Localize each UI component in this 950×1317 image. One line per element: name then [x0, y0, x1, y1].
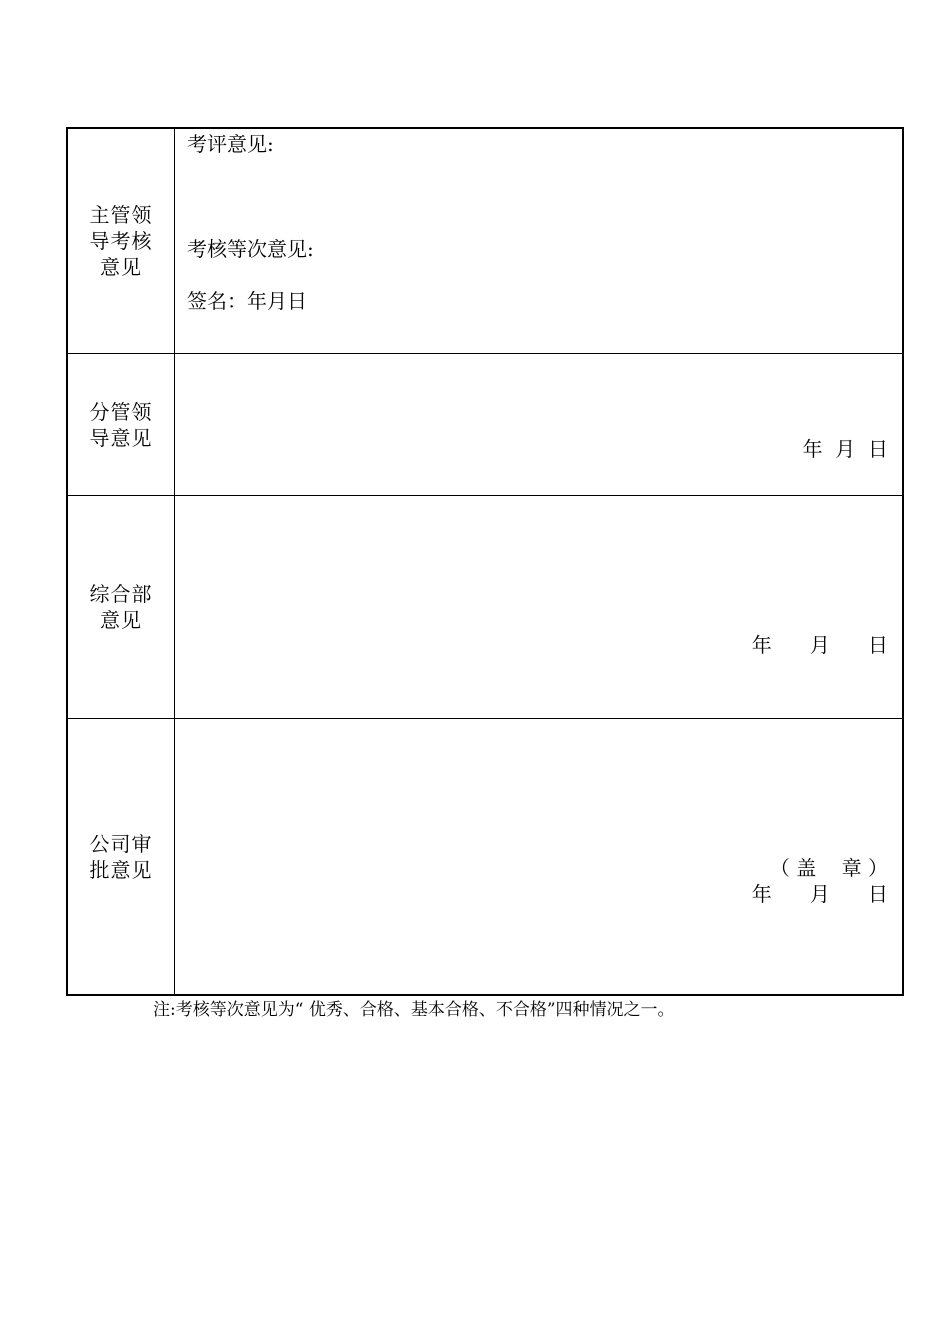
division-leader-opinion-row: [68, 354, 902, 496]
division-leader-opinion-label-cell: [68, 354, 175, 495]
assessment-form-table: [66, 127, 904, 996]
grade-opinion-label: 考核等次意见:: [187, 237, 314, 261]
company-approval-date-line: 年 月 日: [751, 882, 888, 906]
company-approval-opinion-row: [68, 719, 902, 994]
review-opinion-label: 考评意见:: [187, 132, 274, 156]
general-dept-opinion-label: 综合部意见: [89, 582, 153, 632]
company-approval-opinion-label: 公司审批意见: [89, 831, 153, 882]
supervisor-opinion-label-cell: [68, 129, 175, 353]
general-dept-opinion-label-cell: [68, 496, 175, 718]
company-seal-line: （ 盖 章 ）: [769, 856, 888, 880]
general-dept-date-line: 年 月 日: [751, 633, 888, 657]
division-leader-opinion-content-cell: [175, 354, 902, 495]
general-dept-opinion-row: [68, 496, 902, 719]
company-approval-opinion-label-cell: [68, 719, 175, 994]
division-leader-date-line: 年 月 日: [802, 437, 888, 461]
supervisor-opinion-label: 主管领导考核意见: [89, 203, 153, 279]
company-approval-opinion-content-cell: [175, 719, 902, 994]
signature-date-line: 签名：年月日: [187, 289, 307, 313]
division-leader-opinion-label: 分管领导意见: [89, 399, 153, 450]
supervisor-opinion-content-cell: [175, 129, 902, 353]
grade-options-note: 注:考核等次意见为“ 优秀、合格、基本合格、不合格”四种情况之一。: [153, 1000, 675, 1020]
supervisor-opinion-row: [68, 129, 902, 354]
general-dept-opinion-content-cell: [175, 496, 902, 718]
